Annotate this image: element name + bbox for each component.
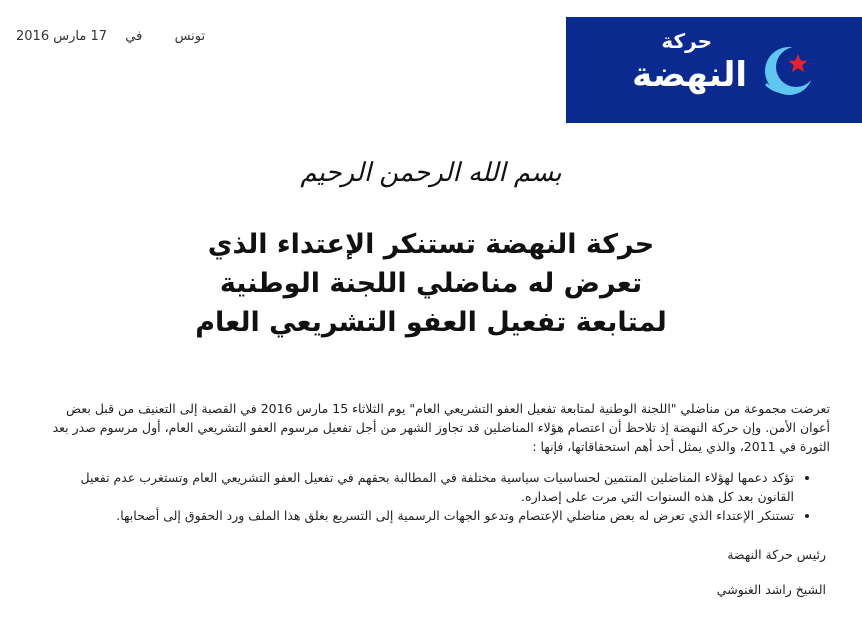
document-body (50, 399, 830, 525)
basmala: بسم الله الرحمن الرحيم (300, 158, 562, 188)
dateline-date: 17 مارس 2016 (16, 29, 107, 44)
crescent-star-icon (758, 40, 820, 102)
bullet-item: • تستنكر الإعتداء الذي تعرض له بعض مناضلي الإعتصام وتدعو الجهات الرسمية إلى التسريع بغلق هذا الملف ورد الحقوق إلى أصحابها. (50, 506, 794, 525)
title-line-2: تعرض له مناضلي اللجنة الوطنية (219, 268, 643, 299)
signature-role: رئيس حركة النهضة (727, 547, 826, 562)
title-line-1: حركة النهضة تستنكر الإعتداء الذي (207, 229, 655, 260)
title-line-3: لمتابعة تفعيل العفو التشريعي العام (195, 307, 667, 338)
dateline (16, 29, 205, 44)
dateline-fi: في (125, 29, 143, 44)
bullet-item: • تؤكد دعمها لهؤلاء المناضلين المنتمين لحساسيات سياسية مختلفة في المطالبة بحقهم في تفعيل العفو التشريعي العام وتستغرب عدم تفعيل القانون بعد كل هذه السنوات التي مرت على إصداره. (50, 468, 794, 506)
logo-big-text: النهضة (632, 55, 747, 95)
bullet-list (50, 468, 812, 525)
dateline-city: تونس (174, 29, 206, 44)
signature-name: الشيخ راشد الغنوشي (716, 582, 826, 597)
logo-small-text: حركة (661, 29, 712, 53)
ennahdha-logo (566, 17, 862, 123)
body-paragraph: تعرضت مجموعة من مناضلي "اللجنة الوطنية لمتابعة تفعيل العفو التشريعي العام" يوم الثلاثاء 15 مارس 2016 في القصبة إلى التعنيف من قبل بعض أعوان الأمن. وإن حركة النهضة إذ تلاحظ أن اعتصام هؤلاء المناضلين قد تجاوز الشهر من أجل تفعيل مرسوم العفو التشريعي العام، أول مرسوم صدر بعد الثورة في 2011، والذي يمثل أحد أهم استحقاقاتها، فإنها : (52, 401, 830, 454)
document-title (0, 225, 862, 342)
